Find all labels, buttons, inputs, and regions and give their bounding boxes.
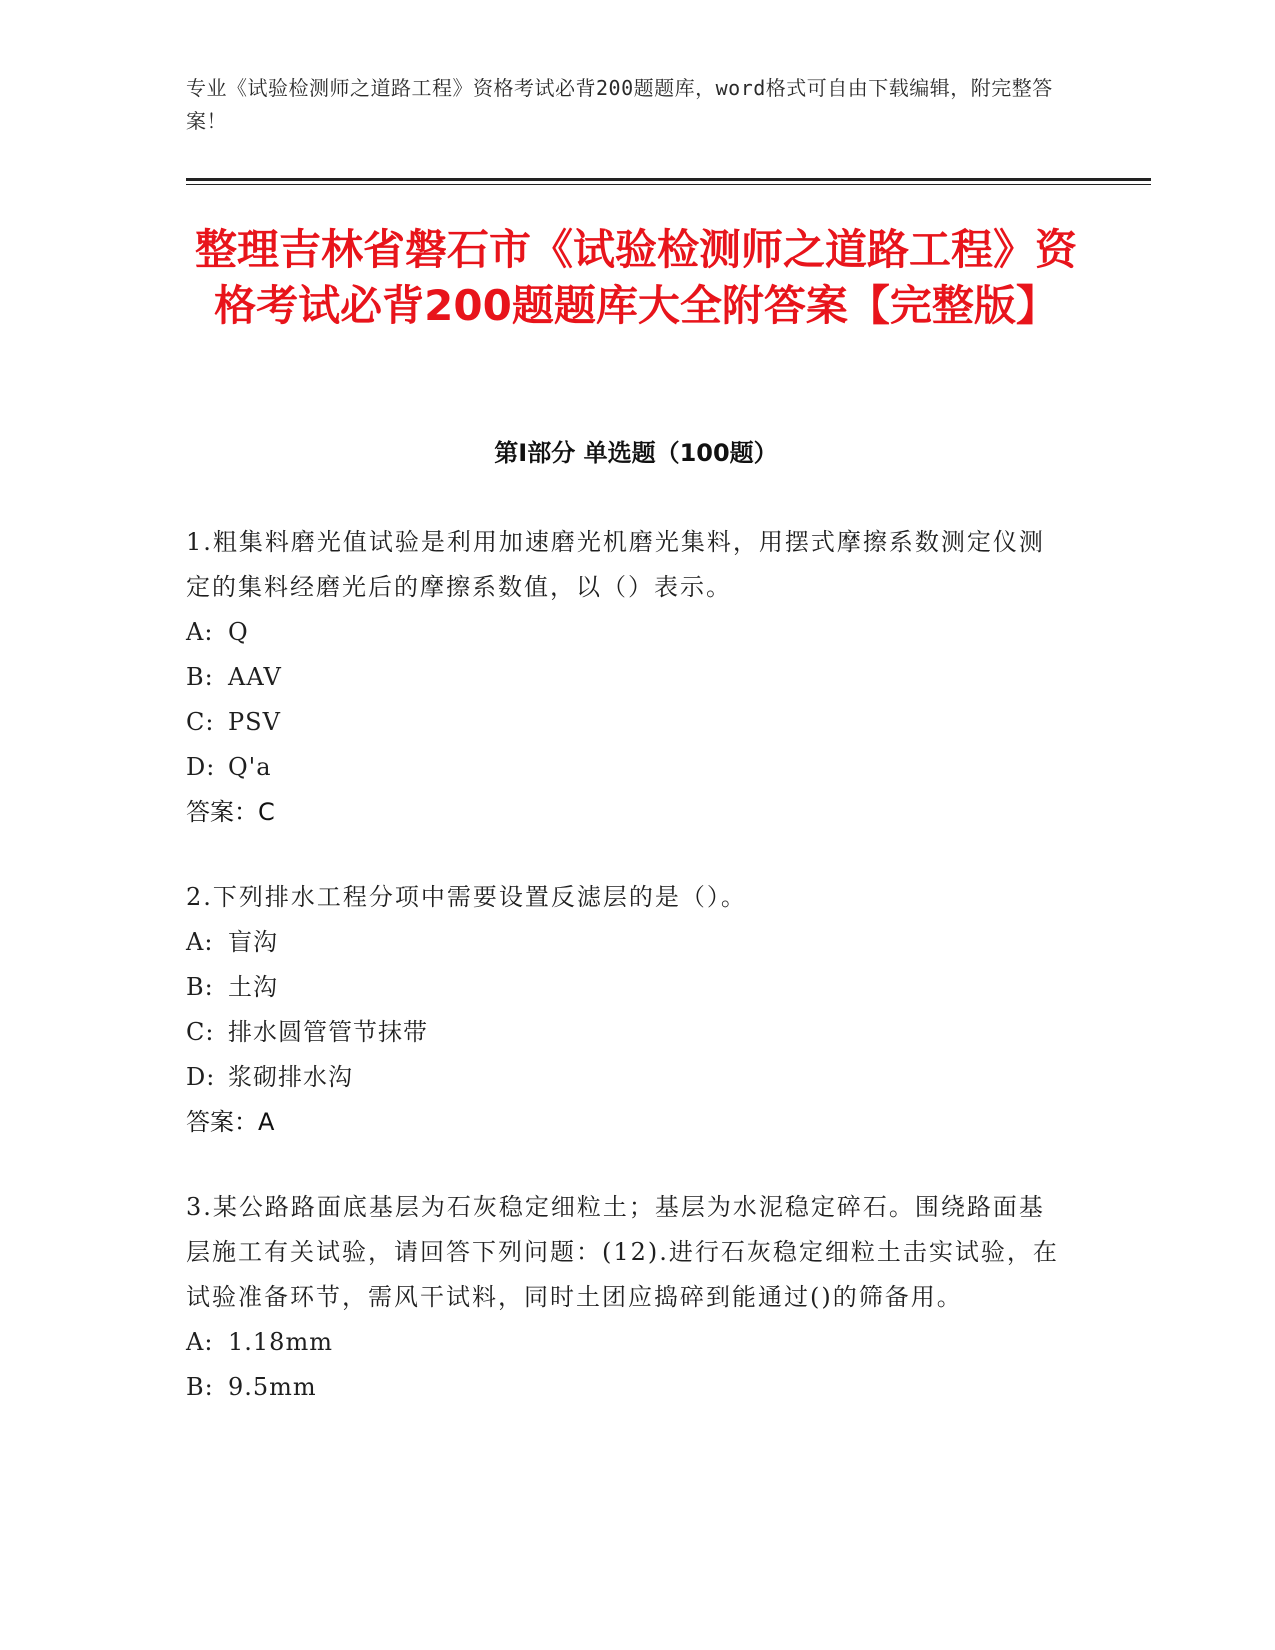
option-a [186, 610, 1066, 655]
option-a [186, 920, 1066, 965]
option-key: D: [186, 753, 216, 781]
option-text: AAV [228, 663, 282, 691]
option-d [186, 745, 1066, 790]
section-heading: 第I部分 单选题（100题） [494, 439, 778, 467]
option-b [186, 655, 1066, 700]
option-a [186, 1320, 1066, 1365]
option-c [186, 1010, 1066, 1055]
option-text: PSV [228, 708, 281, 736]
option-b [186, 965, 1066, 1010]
option-key: A: [186, 618, 214, 646]
header-rule-thick [186, 178, 1151, 181]
option-text: 1.18mm [228, 1328, 333, 1356]
option-key: D: [186, 1063, 216, 1091]
question-stem: 3.某公路路面底基层为石灰稳定细粒土；基层为水泥稳定碎石。围绕路面基层施工有关试验，请回答下列问题：(12).进行石灰稳定细粒土击实试验，在试验准备环节，需风干试料，同时土团应捣碎到能通过()的筛备用。 [186, 1193, 1059, 1311]
option-text: 土沟 [228, 973, 278, 1001]
option-key: C: [186, 1018, 215, 1046]
question-1 [186, 520, 1066, 835]
option-d [186, 1055, 1066, 1100]
option-text: 浆砌排水沟 [228, 1063, 353, 1091]
option-key: B: [186, 663, 214, 691]
question-2 [186, 875, 1066, 1145]
document-title: 整理吉林省磐石市《试验检测师之道路工程》资格考试必背200题题库大全附答案【完整版】 [194, 225, 1077, 330]
option-text: Q [228, 618, 249, 646]
option-key: A: [186, 1328, 214, 1356]
header-note: 专业《试验检测师之道路工程》资格考试必背200题题库，word格式可自由下载编辑，附完整答案！ [186, 76, 1053, 133]
option-key: A: [186, 928, 214, 956]
option-text: 盲沟 [228, 928, 278, 956]
option-text: 排水圆管管节抹带 [228, 1018, 428, 1046]
answer-line: 答案：C [186, 798, 275, 826]
option-text: Q'a [228, 753, 272, 781]
question-stem: 2.下列排水工程分项中需要设置反滤层的是（）。 [186, 883, 747, 911]
option-key: B: [186, 973, 214, 1001]
header-rule-thin [186, 184, 1151, 185]
option-key: C: [186, 708, 215, 736]
question-stem: 1.粗集料磨光值试验是利用加速磨光机磨光集料，用摆式摩擦系数测定仪测定的集料经磨光后的摩擦系数值，以（）表示。 [186, 528, 1045, 601]
option-b [186, 1365, 1066, 1410]
option-c [186, 700, 1066, 745]
answer-line: 答案：A [186, 1108, 275, 1136]
option-text: 9.5mm [228, 1373, 317, 1401]
question-list [186, 520, 1066, 1450]
question-3 [186, 1185, 1066, 1410]
option-key: B: [186, 1373, 214, 1401]
